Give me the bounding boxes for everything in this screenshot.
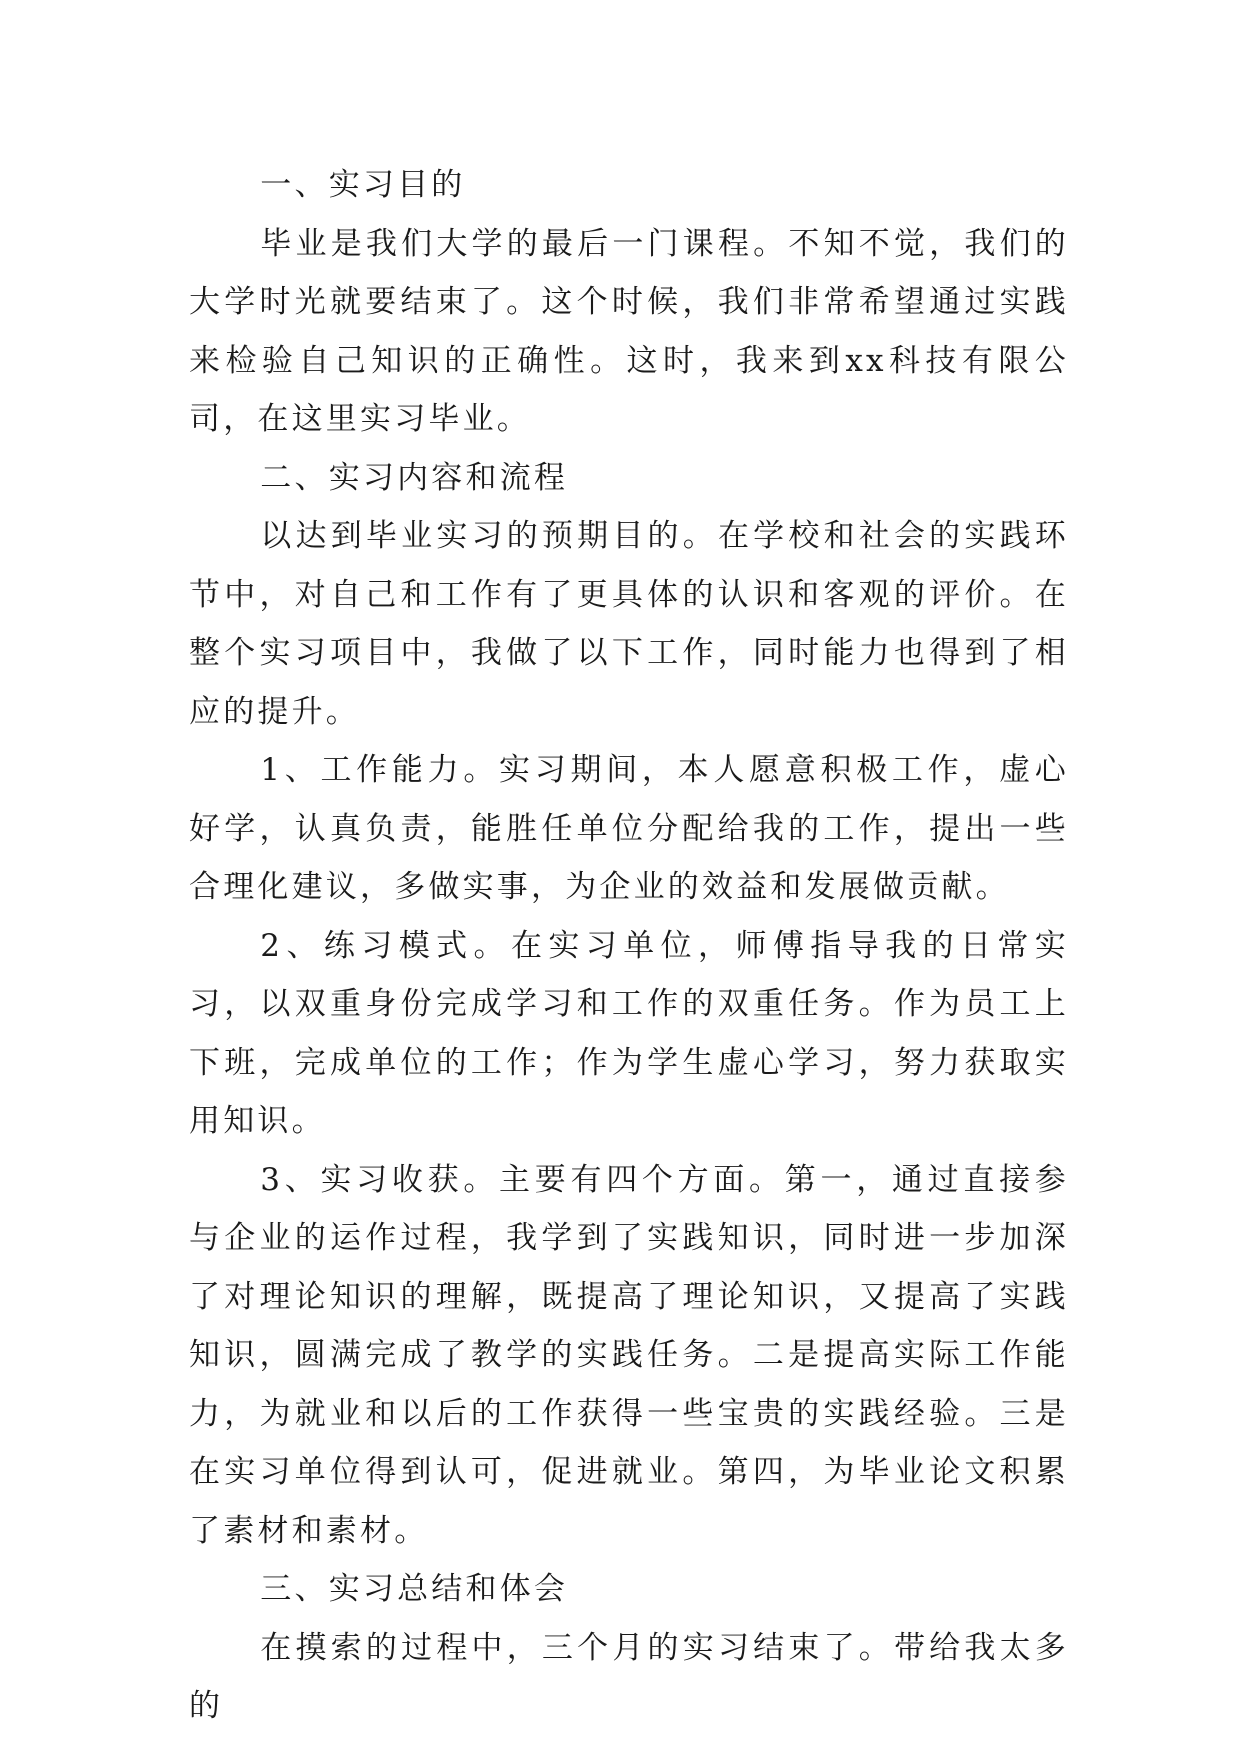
paragraph-harvest: 3、实习收获。主要有四个方面。第一，通过直接参与企业的运作过程，我学到了实践知识，同时进一步加深了对理论知识的理解，既提高了理论知识，又提高了实践知识，圆满完成了教学的实践任务。二是提高实际工作能力，为就业和以后的工作获得一些宝贵的实践经验。三是在实习单位得到认可，促进就业。第四，为毕业论文积累了素材和素材。: [189, 1161, 1069, 1549]
paragraph-summary: 在摸索的过程中，三个月的实习结束了。带给我太多的: [189, 1629, 1069, 1724]
paragraph-practice-mode: 2、练习模式。在实习单位，师傅指导我的日常实习，以双重身份完成学习和工作的双重任务。作为员工上下班，完成单位的工作；作为学生虚心学习，努力获取实用知识。: [189, 927, 1069, 1139]
paragraph-content-intro: 以达到毕业实习的预期目的。在学校和社会的实践环节中，对自己和工作有了更具体的认识和客观的评价。在整个实习项目中，我做了以下工作，同时能力也得到了相应的提升。: [189, 518, 1069, 730]
paragraph-purpose: 毕业是我们大学的最后一门课程。不知不觉，我们的大学时光就要结束了。这个时候，我们非常希望通过实践来检验自己知识的正确性。这时，我来到xx科技有限公司，在这里实习毕业。: [189, 225, 1069, 437]
section-heading-summary: 三、实习总结和体会: [260, 1571, 569, 1607]
section-heading-purpose: 一、实习目的: [260, 167, 466, 203]
document-body: [189, 156, 1069, 1736]
section-heading-content: 二、实习内容和流程: [260, 459, 569, 496]
paragraph-work-ability: 1、工作能力。实习期间，本人愿意积极工作，虚心好学，认真负责，能胜任单位分配给我的工作，提出一些合理化建议，多做实事，为企业的效益和发展做贡献。: [189, 752, 1069, 905]
